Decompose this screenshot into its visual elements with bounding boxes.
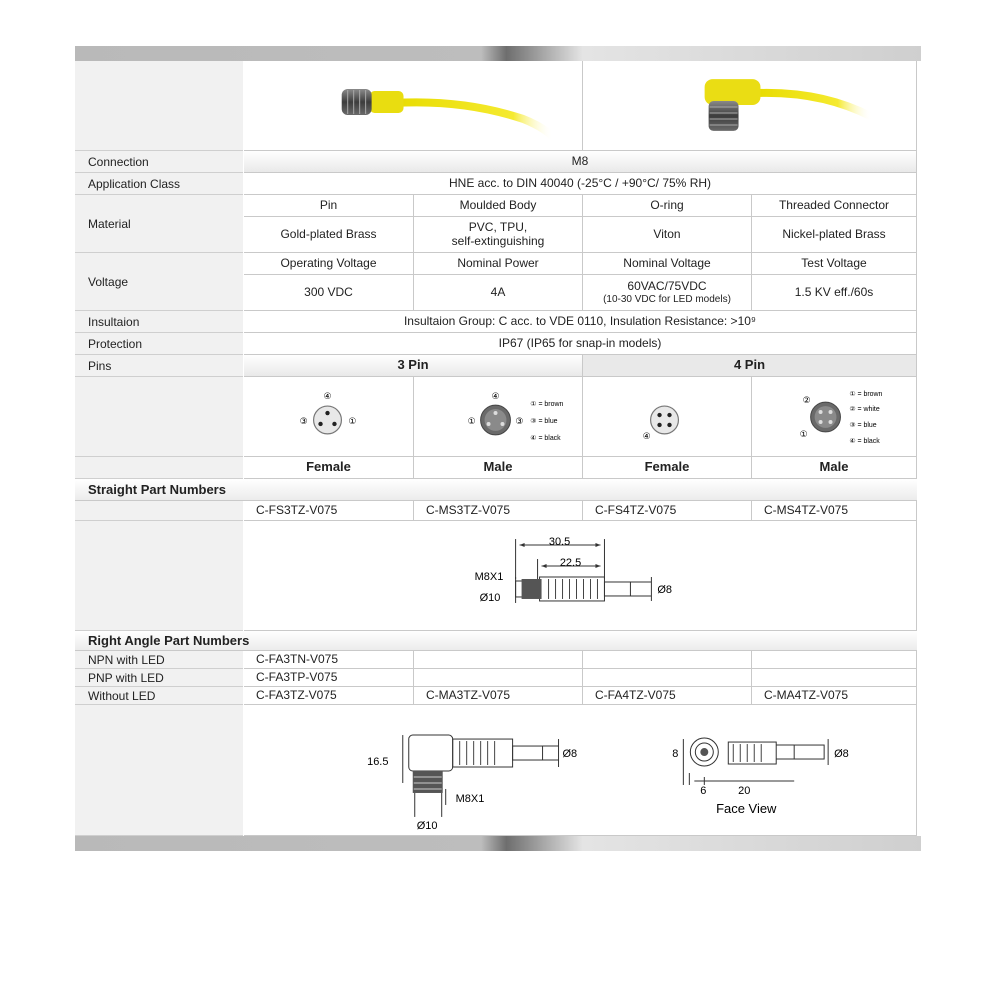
application-class-value: HNE acc. to DIN 40040 (-25°C / +90°C/ 75% RH) [244,173,917,195]
right-angle-dimension-drawing [244,705,917,836]
pin-diagram-3-male [414,377,583,457]
pnp-part-3 [583,669,752,687]
without-led-part-1: C-FA3TZ-V075 [244,687,414,705]
straight-section-title: Straight Part Numbers [75,479,917,501]
pin-label: ③ [299,415,308,426]
gender-4-male: Male [752,457,917,479]
voltage-power-value: 4A [414,275,583,311]
npn-part-1: C-FA3TN-V075 [244,651,414,669]
gender-3-male: Male [414,457,583,479]
dim-total-length: 30.5 [548,535,571,548]
without-led-part-2: C-MA3TZ-V075 [414,687,583,705]
pins-label: Pins [75,355,243,377]
material-body-line2: self-extinguishing [451,233,545,248]
pins-group-3: 3 Pin [244,355,583,377]
footer-bar [75,836,921,851]
legend-black: ④ = black [849,437,880,445]
pin-label: ④ [323,390,332,401]
straight-part-3: C-FS4TZ-V075 [583,501,752,521]
pin-label: ③ [515,415,524,426]
dim-cable-dia: Ø8 [657,583,673,596]
face-dim-length: 20 [738,784,751,797]
pin-label: ② [802,394,811,405]
legend-blue: ③ = blue [849,421,877,429]
straight-part-2: C-MS3TZ-V075 [414,501,583,521]
voltage-operating-value: 300 VDC [244,275,414,311]
without-led-label: Without LED [75,687,243,705]
material-header-oring: O-ring [583,195,752,217]
material-oring-value: Viton [583,217,752,253]
straight-part-1: C-FS3TZ-V075 [244,501,414,521]
connection-label: Connection [75,151,243,173]
pin-label: ① [799,428,808,439]
dim-thread: M8X1 [474,570,504,583]
material-connector-value: Nickel-plated Brass [752,217,917,253]
material-header-body: Moulded Body [414,195,583,217]
gender-4-female: Female [583,457,752,479]
face-dim-height: 8 [672,747,679,760]
dim-body-dia: Ø10 [479,591,501,604]
voltage-header-operating: Operating Voltage [244,253,414,275]
legend-brown: ① = brown [530,400,564,408]
dim-thread: M8X1 [455,792,485,805]
header-bar [75,46,921,61]
spec-sheet [75,46,921,852]
voltage-header-power: Nominal Power [414,253,583,275]
protection-label: Protection [75,333,243,355]
application-class-label: Application Class [75,173,243,195]
legend-brown: ① = brown [849,390,883,398]
straight-dimension-drawing [244,521,917,631]
pnp-label: PNP with LED [75,669,243,687]
pin-diagram-4-female [583,377,752,457]
material-body-line1: PVC, TPU, [468,220,528,235]
pin-diagram-label [75,377,243,457]
protection-value: IP67 (IP65 for snap-in models) [244,333,917,355]
voltage-nominal-line1: 60VAC/75VDC [627,279,707,294]
without-led-part-4: C-MA4TZ-V075 [752,687,917,705]
gender-label [75,457,243,479]
voltage-header-nominal: Nominal Voltage [583,253,752,275]
connection-value: M8 [244,151,917,173]
image-row-label [75,61,243,151]
right-angle-drawing-label [75,705,243,836]
pin-label: ① [348,415,357,426]
straight-drawing-label [75,521,243,631]
straight-part-4: C-MS4TZ-V075 [752,501,917,521]
pnp-part-1: C-FA3TP-V075 [244,669,414,687]
voltage-test-value: 1.5 KV eff./60s [752,275,917,311]
npn-part-4 [752,651,917,669]
insulation-value: Insultaion Group: C acc. to VDE 0110, Insulation Resistance: >10⁹ [244,311,917,333]
right-angle-section-title: Right Angle Part Numbers [75,631,917,651]
dim-body-dia: Ø10 [416,819,438,832]
npn-part-3 [583,651,752,669]
dim-height: 16.5 [367,755,389,768]
npn-part-2 [414,651,583,669]
pins-group-4: 4 Pin [583,355,917,377]
right-angle-connector-image [583,61,917,151]
gender-3-female: Female [244,457,414,479]
without-led-part-3: C-FA4TZ-V075 [583,687,752,705]
pnp-part-2 [414,669,583,687]
material-header-pin: Pin [244,195,414,217]
pin-diagram-3-female [244,377,414,457]
voltage-label: Voltage [75,253,243,311]
straight-connector-image [244,61,583,151]
legend-black: ④ = black [530,434,561,442]
dim-cable-dia: Ø8 [562,747,578,760]
insulation-label: Insultaion [75,311,243,333]
face-dim-dia: Ø8 [834,747,849,760]
material-body-value [414,217,583,253]
pnp-part-4 [752,669,917,687]
pin-diagram-4-male [752,377,917,457]
pin-label: ④ [642,430,651,441]
voltage-nominal-value [583,275,752,311]
npn-label: NPN with LED [75,651,243,669]
material-label: Material [75,195,243,253]
face-dim-offset: 6 [700,784,707,797]
face-view-label: Face View [716,800,777,816]
legend-white: ② = white [849,405,880,413]
legend-blue: ③ = blue [530,417,558,425]
straight-part-label [75,501,243,521]
voltage-nominal-line2: (10-30 VDC for LED models) [603,293,731,305]
material-header-connector: Threaded Connector [752,195,917,217]
pin-label: ① [467,415,476,426]
dim-body-length: 22.5 [559,556,582,569]
voltage-header-test: Test Voltage [752,253,917,275]
pin-label: ④ [491,390,500,401]
material-pin-value: Gold-plated Brass [244,217,414,253]
